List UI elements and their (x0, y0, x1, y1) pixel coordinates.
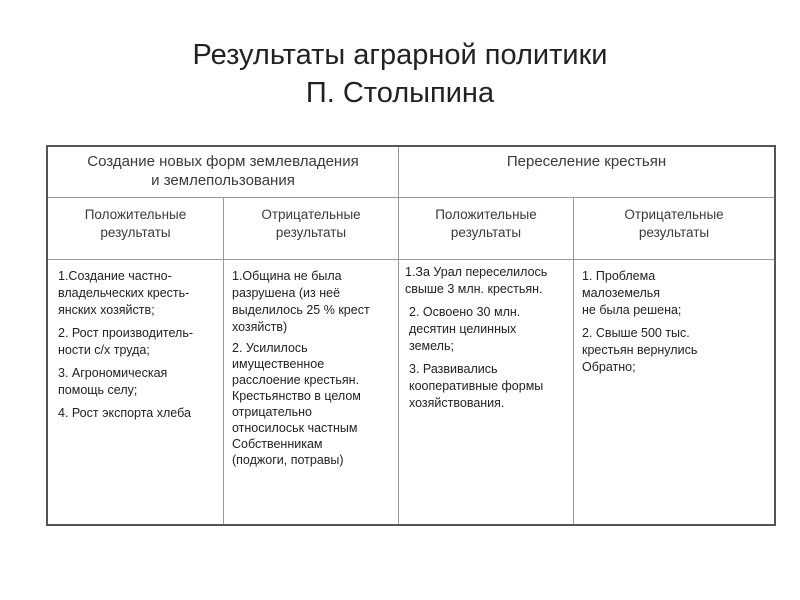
list-item (582, 268, 768, 319)
subheader-negative-1 (224, 198, 398, 259)
text-line: 1.Община не была (232, 269, 342, 283)
text-line: 4. Рост экспорта хлеба (58, 406, 191, 420)
list-item (58, 405, 217, 422)
group-header-line: и землепользования (151, 172, 295, 189)
text-line: свыше 3 млн. крестьян. (405, 282, 543, 296)
text-line: 2. Рост производитель- (58, 326, 194, 340)
subheader-line: Положительные (84, 207, 187, 222)
text-line: 2. Усилилось (232, 341, 308, 355)
subheader-line: Отрицательные (261, 207, 361, 222)
text-line: не была решена; (582, 303, 682, 317)
text-line: земель; (409, 339, 454, 353)
subheader-line: результаты (275, 225, 347, 240)
text-line: отрицательно (232, 405, 312, 419)
text-line: выделилось 25 % крест (232, 303, 370, 317)
text-line: десятин целинных (409, 322, 517, 336)
cell-negative-land-results (224, 260, 398, 524)
text-line: (поджоги, потравы) (232, 453, 344, 467)
group-header-line: Создание новых форм землевладения (87, 153, 359, 170)
text-line: относилоськ частным (232, 421, 358, 435)
list-item (405, 264, 567, 298)
list-item (582, 325, 768, 376)
text-line: 3. Развивались (409, 362, 498, 376)
list-item (58, 365, 217, 399)
group-header-line: Переселение крестьян (506, 153, 667, 170)
list-item (405, 361, 567, 412)
text-line: кооперативные формы (409, 379, 544, 393)
text-line: разрушена (из неё (232, 286, 341, 300)
text-line: хозяйствования. (409, 396, 505, 410)
title-line-2: П. Столыпина (305, 77, 495, 109)
text-line: 1. Проблема (582, 269, 656, 283)
cell-negative-resettlement-results (574, 260, 774, 524)
cell-positive-land-results (48, 260, 223, 524)
subheader-line: Положительные (435, 207, 537, 222)
text-line: 2. Свыше 500 тыс. (582, 326, 690, 340)
text-line: Обратно; (582, 360, 636, 374)
text-line: Собственникам (232, 437, 323, 451)
cell-positive-resettlement-results (399, 260, 573, 524)
subheader-line: результаты (450, 225, 522, 240)
list-item (405, 304, 567, 355)
text-line: 1.Создание частно- (58, 269, 172, 283)
page-title (0, 36, 800, 112)
text-line: расслоение крестьян. (232, 373, 360, 387)
results-table (46, 145, 776, 526)
group-header-resettlement (399, 147, 774, 197)
subheader-line: Отрицательные (624, 207, 724, 222)
title-line-1: Результаты аграрной политики (192, 39, 608, 71)
subheader-positive-1 (48, 198, 223, 259)
text-line: 1.За Урал переселилось (405, 265, 548, 279)
subheader-positive-2 (399, 198, 573, 259)
text-line: малоземелья (582, 286, 661, 300)
text-line: 3. Агрономическая (58, 366, 168, 380)
list-item (232, 268, 392, 336)
subheader-negative-2 (574, 198, 774, 259)
list-item (58, 325, 217, 359)
text-line: помощь селу; (58, 383, 138, 397)
text-line: имущественное (232, 357, 325, 371)
text-line: хозяйств) (232, 320, 288, 334)
subheader-line: результаты (638, 225, 710, 240)
group-header-land-ownership (48, 147, 398, 197)
list-item (232, 340, 392, 468)
text-line: янских хозяйств; (58, 303, 155, 317)
text-line: владельческих кресть- (58, 286, 190, 300)
text-line: Крестьянство в целом (232, 389, 361, 403)
subheader-line: результаты (100, 225, 171, 240)
list-item (58, 268, 217, 319)
text-line: ности с/х труда; (58, 343, 150, 357)
text-line: 2. Освоено 30 млн. (409, 305, 521, 319)
text-line: крестьян вернулись (582, 343, 698, 357)
